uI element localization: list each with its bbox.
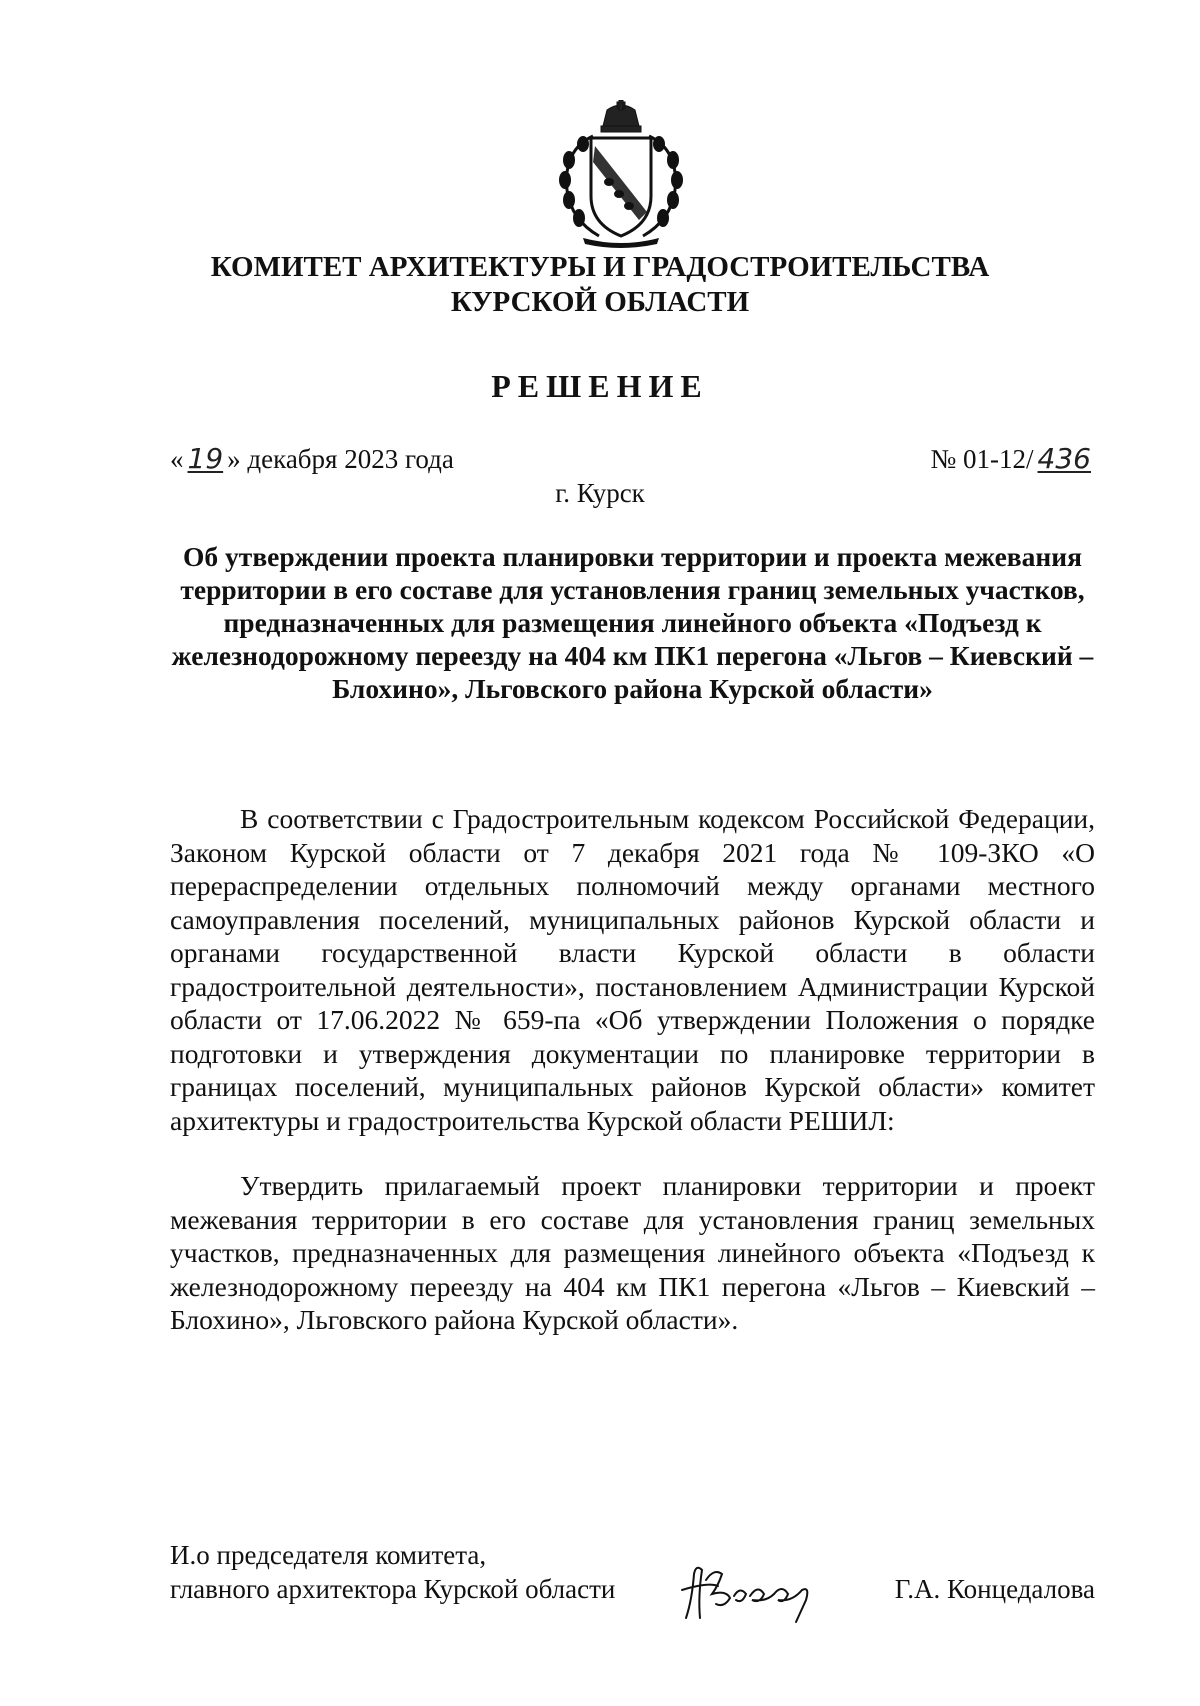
signatory-title-line1: И.о председателя комитета,: [170, 1540, 487, 1570]
signatory-name: Г.А. Концедалова: [894, 1574, 1095, 1604]
date-month-year: » декабря 2023 года: [227, 444, 454, 474]
document-type-title: РЕШЕНИЕ: [491, 368, 709, 404]
body-paragraph-1: В соответствии с Градостроительным кодексом Российской Федерации, Законом Курской области от 7 декабря 2021 года № 109-ЗКО «О перераспределении отдельных полномочий между органами местного самоуправления поселений, муниципальных районов Курской области и органами государственной власти Курской области в области градостроительной деятельности», постановлением Администрации Курской области от 17.06.2022 № 659-па «Об утверждении Положения о порядке подготовки и утверждения документации по планировке территории в границах поселений, муниципальных районов Курской области» комитет архитектуры и градостроительства Курской области РЕШИЛ:: [170, 803, 1095, 1136]
decision-date: [170, 442, 454, 476]
city-line: г. Курск: [555, 478, 645, 508]
handwritten-signature-icon: [678, 1560, 828, 1626]
body-paragraph-2: Утвердить прилагаемый проект планировки территории и проект межевания территории в его составе для установления границ земельных участков, предназначенных для размещения линейного объекта «Подъезд к железнодорожному переезду на 404 км ПК1 перегона «Льгов – Киевский – Блохино», Льговского района Курской области».: [170, 1170, 1095, 1335]
number-prefix: № 01-12/: [930, 444, 1034, 474]
decision-subject: Об утверждении проекта планировки территории и проекта межевания территории в его составе для установления границ земельных участков, предназначенных для размещения линейного объекта «Подъезд к железнодорожному переезду на 404 км ПК1 перегона «Льгов – Киевский – Блохино», Льговского района Курской области»: [171, 541, 1094, 704]
date-open-quote: «: [170, 444, 184, 474]
decision-number: [931, 442, 1095, 476]
number-handwritten: 436: [1037, 442, 1091, 475]
date-day-handwritten: 19: [187, 442, 224, 475]
organization-name-line1: КОМИТЕТ АРХИТЕКТУРЫ И ГРАДОСТРОИТЕЛЬСТВА: [210, 251, 990, 283]
organization-name-line2: КУРСКОЙ ОБЛАСТИ: [450, 286, 750, 318]
signatory-title-line2: главного архитектора Курской области: [170, 1574, 616, 1604]
signatory-title: [170, 1538, 615, 1606]
coat-of-arms-icon: [553, 100, 689, 248]
